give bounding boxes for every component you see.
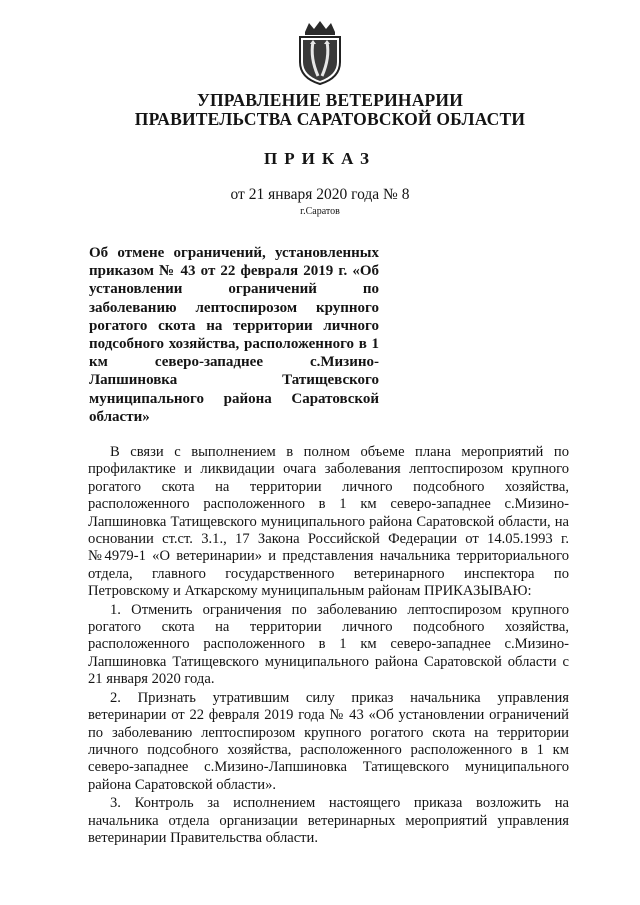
organization-name-line1: УПРАВЛЕНИЕ ВЕТЕРИНАРИИ: [196, 90, 464, 110]
city-name: г.Саратов: [300, 206, 340, 217]
preamble-paragraph: В связи с выполнением в полном объеме плана мероприятий по профилактике и ликвидации очага заболевания лептоспирозом крупного рогатого скота на территории личного подсобного хозяйства, расположенного расположенного в 1 км северо-западнее с.Мизино-Лапшиновка Татищевского муниципального района Саратовской области, на основании ст.ст. 3.1., 17 Закона Российской Федерации от 14.05.1993 г. №4979-1 «О ветеринарии» и представления начальника территориального отдела, главного государственного ветеринарного инспектора по Петровскому и Аткарскому муниципальным районам ПРИКАЗЫВАЮ:: [88, 444, 569, 600]
order-item-2: 2. Признать утратившим силу приказ начальника управления ветеринарии от 22 февраля 2019 года № 43 «Об установлении ограничений по заболеванию лептоспирозом крупного рогатого скота на территории личного подсобного хозяйства, расположенного расположенного в 1 км северо-западнее с.Мизино-Лапшиновка Татищевского муниципального района Саратовской области».: [88, 689, 569, 793]
order-item-1: 1. Отменить ограничения по заболеванию лептоспирозом крупного рогатого скота на территории личного подсобного хозяйства, расположенного расположенного в 1 км северо-западнее с.Мизино-Лапшиновка Татищевского муниципального района Саратовской области с 21 января 2020 года.: [88, 601, 569, 688]
order-date-number: от 21 января 2020 года № 8: [230, 186, 410, 203]
organization-name-line2: ПРАВИТЕЛЬСТВА САРАТОВСКОЙ ОБЛАСТИ: [134, 109, 526, 129]
order-body: [88, 444, 569, 847]
coat-of-arms-icon: [293, 18, 347, 86]
order-item-3: 3. Контроль за исполнением настоящего приказа возложить на начальника отдела организации ветеринарных мероприятий управления ветеринарии Правительства области.: [88, 795, 569, 846]
order-subject: Об отмене ограничений, установленных приказом № 43 от 22 февраля 2019 г. «Об установлении ограничений по заболеванию лептоспирозом крупного рогатого скота на территории личного подсобного хозяйства, расположенного в 1 км северо-западнее с.Мизино-Лапшиновка Татищевского муниципального района Саратовской области»: [89, 245, 379, 425]
document-type-title: ПРИКАЗ: [264, 149, 376, 168]
